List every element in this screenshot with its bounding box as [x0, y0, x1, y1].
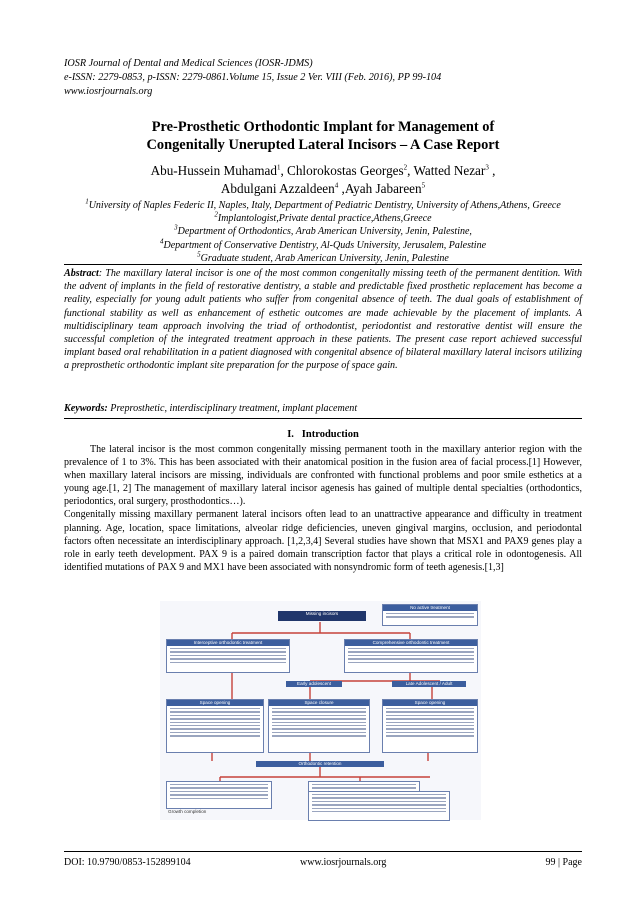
title-line-1: Pre-Prosthetic Orthodontic Implant for Management of: [151, 119, 495, 135]
flow-space-opening-left-box: [166, 699, 264, 753]
flow-interceptive: [167, 640, 289, 646]
affiliation-2-text: Implantologist,Private dental practice,Athens,Greece: [217, 213, 432, 225]
abstract-top-rule: [64, 264, 582, 265]
author-5-sup: 5: [421, 181, 426, 190]
affiliation-1-text: University of Naples Federic II, Naples, Italy, Department of Pediatric Dentistry, University of Athens,Athens, Greece: [88, 200, 561, 211]
author-5: ,Ayah Jabareen: [338, 181, 422, 196]
introduction-body: [64, 443, 582, 574]
keywords-bottom-rule: [64, 418, 582, 419]
flow-retention: [256, 761, 384, 767]
affiliations: [66, 199, 580, 265]
affiliation-3-sup: 3: [174, 224, 178, 233]
flow-space-opening-right-box: [382, 699, 478, 753]
keywords: [64, 402, 582, 415]
flow-space-opening-right: [383, 700, 477, 706]
footer-doi: DOI: 10.9790/0853-152899104: [64, 857, 191, 868]
flow-space-opening-left-label: Space opening: [199, 700, 231, 705]
treatment-flowchart-figure: [160, 601, 481, 820]
paper-title: [64, 118, 582, 154]
flow-no-treatment: [383, 605, 477, 611]
flow-space-closure-label: Space closure: [304, 700, 334, 705]
affiliation-3: [66, 225, 580, 238]
abstract-text: : The maxillary lateral incisor is one of the most common congenitally missing teeth of the permanent dentition. With the advent of implants in the field of restorative dentistry, a stable and predictable fixed prosthetic replacement has become a reality, especially for young adult patients who suffer from congenital absence of teeth. The dual goals of establishment of functional stability as well as enhancement of esthetic outcomes are made achievable by the placement of implants. A multidisciplinary team approach involving the triad of orthodontist, periodontist and restorative dentist will ensure the successful completion of the integrated treatment approach in these patients. The present case report achieved successful implant based oral rehabilitation in a patient diagnosed with congenital absence of bilateral maxillary lateral incisors utilizing a preprosthetic orthodontic implant site preparation for the purpose of space gain.: [64, 268, 582, 372]
flow-space-closure-box: [268, 699, 370, 753]
flow-space-opening-left: [167, 700, 263, 706]
flow-growth-completion: Growth completion: [168, 809, 207, 814]
author-3: , Watted Nezar: [407, 163, 486, 178]
footer-page-number: 99 | Page: [545, 857, 582, 868]
title-line-2: Congenitally Unerupted Lateral Incisors – A Case Report: [146, 137, 500, 153]
abstract: [64, 267, 582, 373]
affiliation-5-sup: 5: [197, 250, 201, 259]
journal-name: IOSR Journal of Dental and Medical Sciences (IOSR-JDMS): [64, 58, 313, 69]
journal-issn: e-ISSN: 2279-0853, p-ISSN: 2279-0861.Volume 15, Issue 2 Ver. VIII (Feb. 2016), PP 99-104: [64, 72, 442, 84]
flow-no-treatment-label: No active treatment: [410, 605, 450, 610]
author-2: , Chlorokostas Georges: [280, 163, 404, 178]
affiliation-4-text: Department of Conservative Dentistry, Al-Quds University, Jerusalem, Palestine: [163, 239, 487, 251]
affiliation-2-sup: 2: [214, 210, 218, 219]
flow-no-treatment-box: [382, 604, 478, 626]
flow-retention-label: Orthodontic retention: [298, 761, 342, 766]
author-4-sup: 4: [334, 181, 339, 190]
flow-early-adolescent-label: Early adolescent: [297, 681, 331, 686]
keywords-text: Preprosthetic, interdisciplinary treatment, implant placement: [107, 403, 358, 414]
journal-header: [64, 57, 584, 100]
keywords-label: Keywords:: [64, 403, 108, 414]
author-1: Abu-Hussein Muhamad: [150, 163, 277, 178]
footer-website: www.iosrjournals.org: [300, 857, 387, 868]
section-title: Introduction: [301, 429, 359, 440]
paragraph-1: The lateral incisor is the most common congenitally missing permanent tooth in the maxillary anterior region with the prevalence of 1 to 3%. This has been associated with their anatomical position in the fusion area of facial process.[1] However, when maxillary lateral incisors are missing, individuals are confronted with functional problems and poor smile esthetics at a young age.[1, 2] The management of maxillary lateral incisor agenesis has gained of multiple dental specialties (orthodontics, periodontics, oral surgery, prosthodontics…).: [64, 444, 582, 508]
flow-comprehensive: [345, 640, 477, 646]
affiliation-4-sup: 4: [159, 237, 164, 246]
flow-late-adolescent-label: Late Adolescent / Adult: [405, 681, 453, 686]
affiliation-2: [66, 212, 580, 225]
author-3-sup: 3: [485, 163, 489, 172]
author-2-sup: 2: [403, 163, 408, 172]
affiliation-1: [66, 199, 580, 212]
section-number: I.: [287, 429, 294, 440]
flow-final-restorative-box: [308, 791, 450, 821]
flow-interceptive-box: [166, 639, 290, 673]
author-4: Abdulgani Azzaldeen: [220, 181, 335, 196]
author-3-tail: ,: [488, 163, 496, 178]
abstract-label: Abstract: [64, 268, 99, 279]
author-list: [64, 162, 582, 198]
journal-website: www.iosrjournals.org: [64, 86, 153, 98]
flow-space-closure: [269, 700, 369, 706]
author-1-sup: 1: [276, 163, 281, 172]
flow-comprehensive-label: Comprehensive orthodontic treatment: [372, 640, 450, 645]
flow-missing-incisors: [278, 611, 366, 621]
flow-missing-incisors-label: Missing incisors: [305, 611, 339, 616]
flow-late-adolescent: [392, 681, 466, 687]
affiliation-5-text: Graduate student, Arab American University, Jenin, Palestine: [200, 252, 449, 264]
flow-space-opening-right-label: Space opening: [414, 700, 446, 705]
affiliation-4: [66, 239, 580, 252]
flow-interceptive-label: Interceptive orthodontic treatment: [193, 640, 263, 645]
flow-comprehensive-box: [344, 639, 478, 673]
affiliation-1-sup: 1: [85, 197, 89, 206]
paragraph-2: Congenitally missing maxillary permanent lateral incisors often lead to an unattractive appearance and difficulty in treatment planning. Age, location, space limitations, alveolar ridge deficiencies, uneven gingival margins, occlusion, and periodontal factors often necessitate an interdisciplinary approach. [1,2,3,4] Several studies have shown that MSX1 and PAX9 genes play a role in early teeth development. PAX 9 is a paired domain transcription factor that plays a critical role in odontogenesis. All identified mutations of PAX 9 and MX1 have been associated with nonsyndromic form of teeth agenesis.[1,3]: [64, 509, 582, 573]
flow-left-restoration-box: [166, 781, 272, 809]
affiliation-3-text: Department of Orthodontics, Arab American University, Jenin, Palestine,: [177, 226, 472, 238]
footer-rule: [64, 851, 582, 852]
flow-early-adolescent: [286, 681, 342, 687]
section-heading: [64, 429, 582, 440]
